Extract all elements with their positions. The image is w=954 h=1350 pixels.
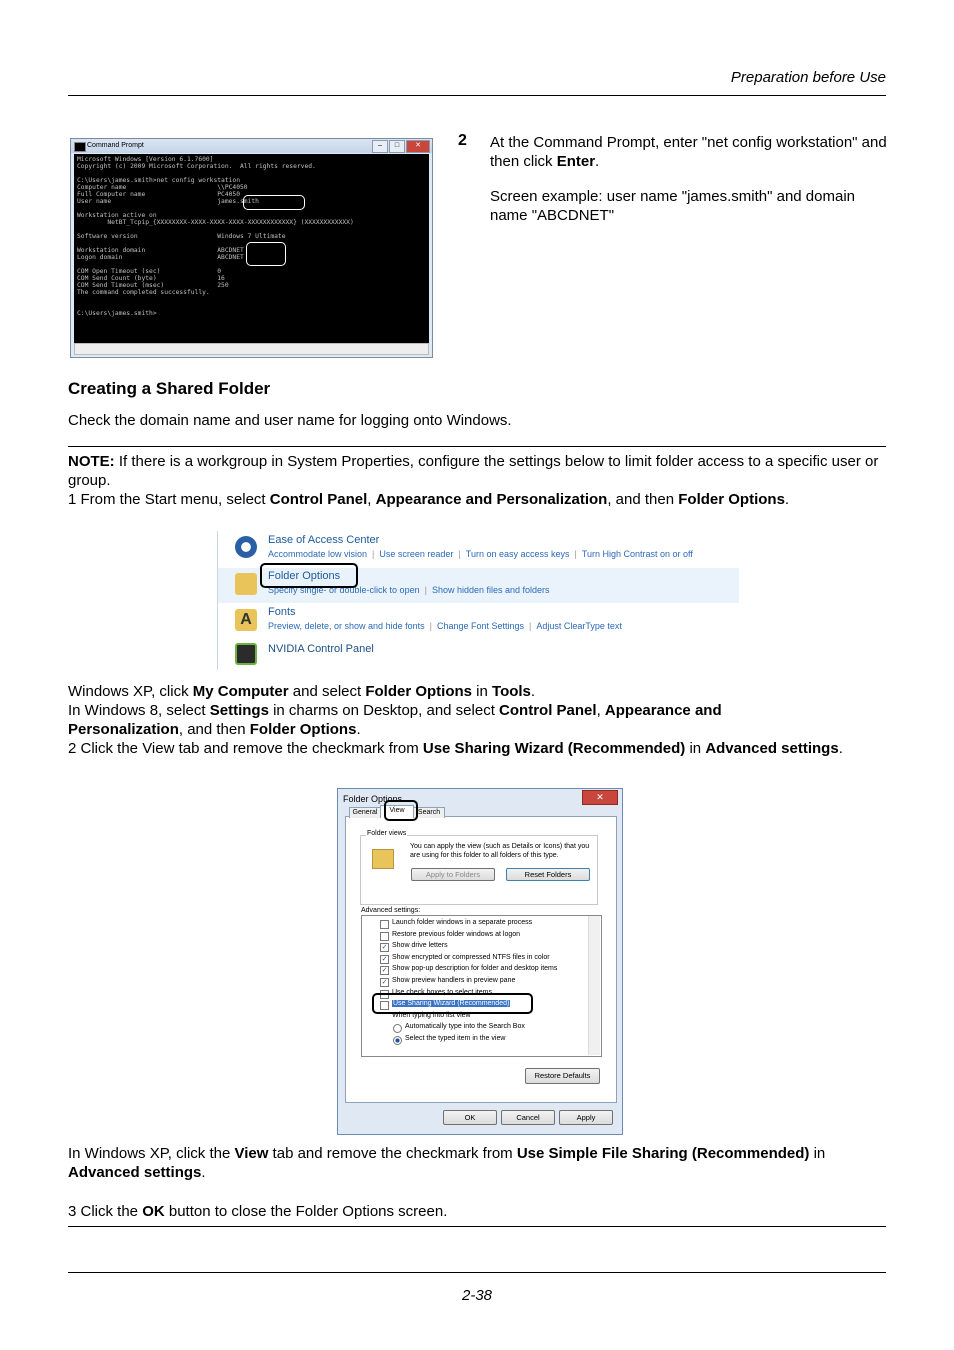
note-paragraph <box>68 452 886 490</box>
cp-link[interactable]: Change Font Settings <box>436 621 525 631</box>
cmd-line: COM Open Timeout (sec) 0 <box>77 268 222 275</box>
cmd-line: Computer name \\PC4050 <box>77 184 248 191</box>
username-highlight <box>243 195 305 210</box>
tab-general[interactable]: General <box>349 807 381 818</box>
step1-g: . <box>784 491 790 508</box>
advanced-settings-label: Advanced settings: <box>361 907 421 914</box>
cmd-line: User name james.smith <box>77 198 259 205</box>
fonts-icon: A <box>235 609 257 631</box>
cp-title-nvidia[interactable]: NVIDIA Control Panel <box>268 643 374 655</box>
step1-a: 1 From the Start menu, select <box>68 491 270 508</box>
cmd-line: Workstation active on <box>77 212 157 219</box>
cmd-line: C:\Users\james.smith>net config workstation <box>77 177 241 184</box>
checkbox[interactable]: ✓ <box>381 979 388 986</box>
folder-views-text: You can apply the view (such as Details or Icons) that you are using for this folder to all folders of this type. <box>410 843 590 859</box>
cp-link[interactable]: Specify single- or double-click to open <box>268 585 420 595</box>
cp-item-fonts[interactable] <box>218 604 739 640</box>
step2-p1a: At the Command Prompt, enter "net config workstation" and then click <box>490 134 887 170</box>
dialog-title: Folder Options <box>343 794 403 804</box>
step2-enter: Enter <box>556 153 596 170</box>
domain-highlight <box>246 242 286 266</box>
cp-title-fonts[interactable]: Fonts <box>268 606 296 618</box>
cp-link[interactable]: Turn High Contrast on or off <box>581 549 693 559</box>
advanced-option-label[interactable]: When typing into list view <box>392 1011 471 1019</box>
reset-folders-button[interactable]: Reset Folders <box>506 868 590 881</box>
cp-item-folder-options[interactable] <box>218 568 739 603</box>
cmd-line: Software version Windows 7 Ultimate <box>77 233 286 240</box>
cmd-titlebar <box>71 139 432 153</box>
minimize-icon[interactable]: – <box>372 140 388 153</box>
step1-e: , and then <box>607 491 679 508</box>
apply-button[interactable]: Apply <box>559 1110 613 1125</box>
checkbox[interactable]: ✓ <box>381 955 388 963</box>
step1-control-panel: Control Panel <box>269 491 368 508</box>
control-panel-screenshot <box>217 531 739 670</box>
nvidia-icon <box>235 643 257 665</box>
restore-defaults-button[interactable]: Restore Defaults <box>525 1068 600 1084</box>
cp-title-ease[interactable]: Ease of Access Center <box>268 534 380 546</box>
checkbox[interactable]: ✓ <box>381 967 388 975</box>
page-number: 2-38 <box>461 1287 493 1304</box>
advanced-option-label[interactable]: Use check boxes to select items <box>392 988 492 996</box>
header-rule <box>68 95 886 96</box>
checkbox[interactable]: ✓ <box>381 944 388 952</box>
advanced-list-scrollbar[interactable] <box>588 916 600 1055</box>
folder-options-dialog <box>337 788 623 1135</box>
cmd-horizontal-scrollbar[interactable] <box>74 343 429 355</box>
cp-links-folder: Specify single- or double-click to open | Show hidden files and folders <box>268 585 550 595</box>
footer-rule <box>68 1272 886 1273</box>
cmd-line <box>77 296 426 303</box>
checkbox[interactable] <box>380 932 389 941</box>
ease-of-access-icon <box>235 536 257 558</box>
xp-view-instructions: In Windows XP, click the View tab and remove the checkmark from Use Simple File Sharing (Recommended) in Advanced settings. <box>68 1145 826 1181</box>
cmd-line: COM Send Count (byte) 16 <box>77 275 225 282</box>
folder-views-icon <box>372 849 394 869</box>
advanced-option-label[interactable]: Restore previous folder windows at logon <box>392 930 521 938</box>
step2-p1c: . <box>595 153 600 170</box>
cmd-title: Command Prompt <box>87 142 144 149</box>
step1-c: , <box>367 491 376 508</box>
step1-folder-options: Folder Options <box>678 491 785 508</box>
cp-title-folder-options[interactable]: Folder Options <box>268 570 341 582</box>
cmd-line: Copyright (c) 2009 Microsoft Corporation. All rights reserved. <box>77 163 316 170</box>
step3-text: 3 Click the OK button to close the Folder Options screen. <box>68 1203 448 1220</box>
step-number: 2 <box>458 132 467 149</box>
tab-view[interactable]: View <box>380 805 414 818</box>
cp-link[interactable]: Turn on easy access keys <box>465 549 570 559</box>
advanced-option-label[interactable]: Show encrypted or compressed NTFS files in color <box>392 953 550 961</box>
running-header: Preparation before Use <box>730 69 886 86</box>
cp-link[interactable]: Accommodate low vision <box>268 549 368 559</box>
cancel-button[interactable]: Cancel <box>501 1110 555 1125</box>
advanced-option-label[interactable]: Show drive letters <box>392 942 448 950</box>
folder-options-icon <box>235 573 257 595</box>
cp-item-nvidia[interactable] <box>218 641 739 669</box>
cmd-line: Full Computer name PC4050 <box>77 191 241 198</box>
cmd-line: NetBT_Tcpip_{XXXXXXXX-XXXX-XXXX-XXXX-XXXXXXXXXXXX} (XXXXXXXXXXXX) <box>77 219 354 226</box>
note-bottom-rule <box>68 1226 886 1227</box>
cmd-line: Microsoft Windows [Version 6.1.7600] <box>77 156 214 163</box>
checkbox[interactable] <box>380 920 389 929</box>
note-text: If there is a workgroup in System Properties, configure the settings below to limit folder access to a specific user or group. <box>68 453 879 489</box>
xp-instructions: Windows XP, click My Computer and select Folder Options in Tools. In Windows 8, select Settings in charms on Desktop, and select Control Panel, Appearance and Personalization, and then Folder Options. 2 Click the View tab and remove the checkmark from Use Sharing Wizard (Recommended) in Advanced settings. <box>68 683 843 757</box>
cp-item-ease-of-access[interactable] <box>218 531 739 567</box>
close-icon[interactable]: ✕ <box>406 140 430 153</box>
view-tab-highlight <box>384 800 418 821</box>
cmd-line: Logon domain ABCDNET <box>77 254 244 261</box>
note-label: NOTE: <box>68 453 115 470</box>
cmd-line: Workstation domain ABCDNET <box>77 247 244 254</box>
cmd-line <box>77 170 426 177</box>
step1-appearance: Appearance and Personalization <box>375 491 608 508</box>
command-prompt-window <box>70 138 433 358</box>
cmd-line: The command completed successfully. <box>77 289 210 296</box>
cp-links-fonts: Preview, delete, or show and hide fonts | Change Font Settings | Adjust ClearType text <box>268 621 622 631</box>
advanced-option-label[interactable]: Launch folder windows in a separate process <box>392 919 533 926</box>
cp-link[interactable]: Use screen reader <box>379 549 454 559</box>
cmd-window-icon <box>74 142 86 152</box>
radio-button[interactable] <box>393 1036 402 1045</box>
cp-links-ease: Accommodate low vision | Use screen reader | Turn on easy access keys | Turn High Contrast on or off <box>268 549 693 559</box>
cmd-line <box>77 226 426 233</box>
advanced-settings-list <box>361 915 602 1057</box>
ok-button[interactable]: OK <box>443 1110 497 1125</box>
maximize-icon[interactable]: □ <box>389 140 405 153</box>
cmd-line: COM Send Timeout (msec) 250 <box>77 282 229 289</box>
advanced-option-label[interactable]: Select the typed item in the view <box>405 1035 506 1042</box>
cmd-line <box>77 303 426 310</box>
close-icon[interactable]: ✕ <box>582 790 618 805</box>
advanced-option-label[interactable]: Show preview handlers in preview pane <box>392 977 516 984</box>
step2-example: Screen example: user name "james.smith" and domain name "ABCDNET" <box>490 188 855 224</box>
advanced-option-label[interactable]: Automatically type into the Search Box <box>405 1023 525 1031</box>
cp-link[interactable]: Adjust ClearType text <box>536 621 622 631</box>
cmd-line: C:\Users\james.smith> <box>77 310 157 317</box>
step2-text <box>490 133 890 171</box>
radio-button[interactable] <box>393 1024 402 1033</box>
advanced-option-label[interactable]: Show pop-up description for folder and desktop items <box>392 965 558 973</box>
tab-search[interactable]: Search <box>413 807 445 818</box>
folder-options-highlight <box>260 563 358 588</box>
folder-views-label: Folder views <box>367 830 407 837</box>
advanced-option-label[interactable]: Use Sharing Wizard (Recommended) <box>393 1000 510 1008</box>
cp-link[interactable]: Preview, delete, or show and hide fonts <box>268 621 425 631</box>
note-top-rule <box>68 446 886 447</box>
view-tab-panel <box>345 807 617 1103</box>
apply-to-folders-button[interactable]: Apply to Folders <box>411 868 495 881</box>
sharing-wizard-highlight <box>372 993 533 1014</box>
step1-text <box>68 490 886 509</box>
cp-link[interactable]: Show hidden files and folders <box>431 585 550 595</box>
section-intro: Check the domain name and user name for logging onto Windows. <box>68 412 512 429</box>
section-heading: Creating a Shared Folder <box>68 379 271 398</box>
